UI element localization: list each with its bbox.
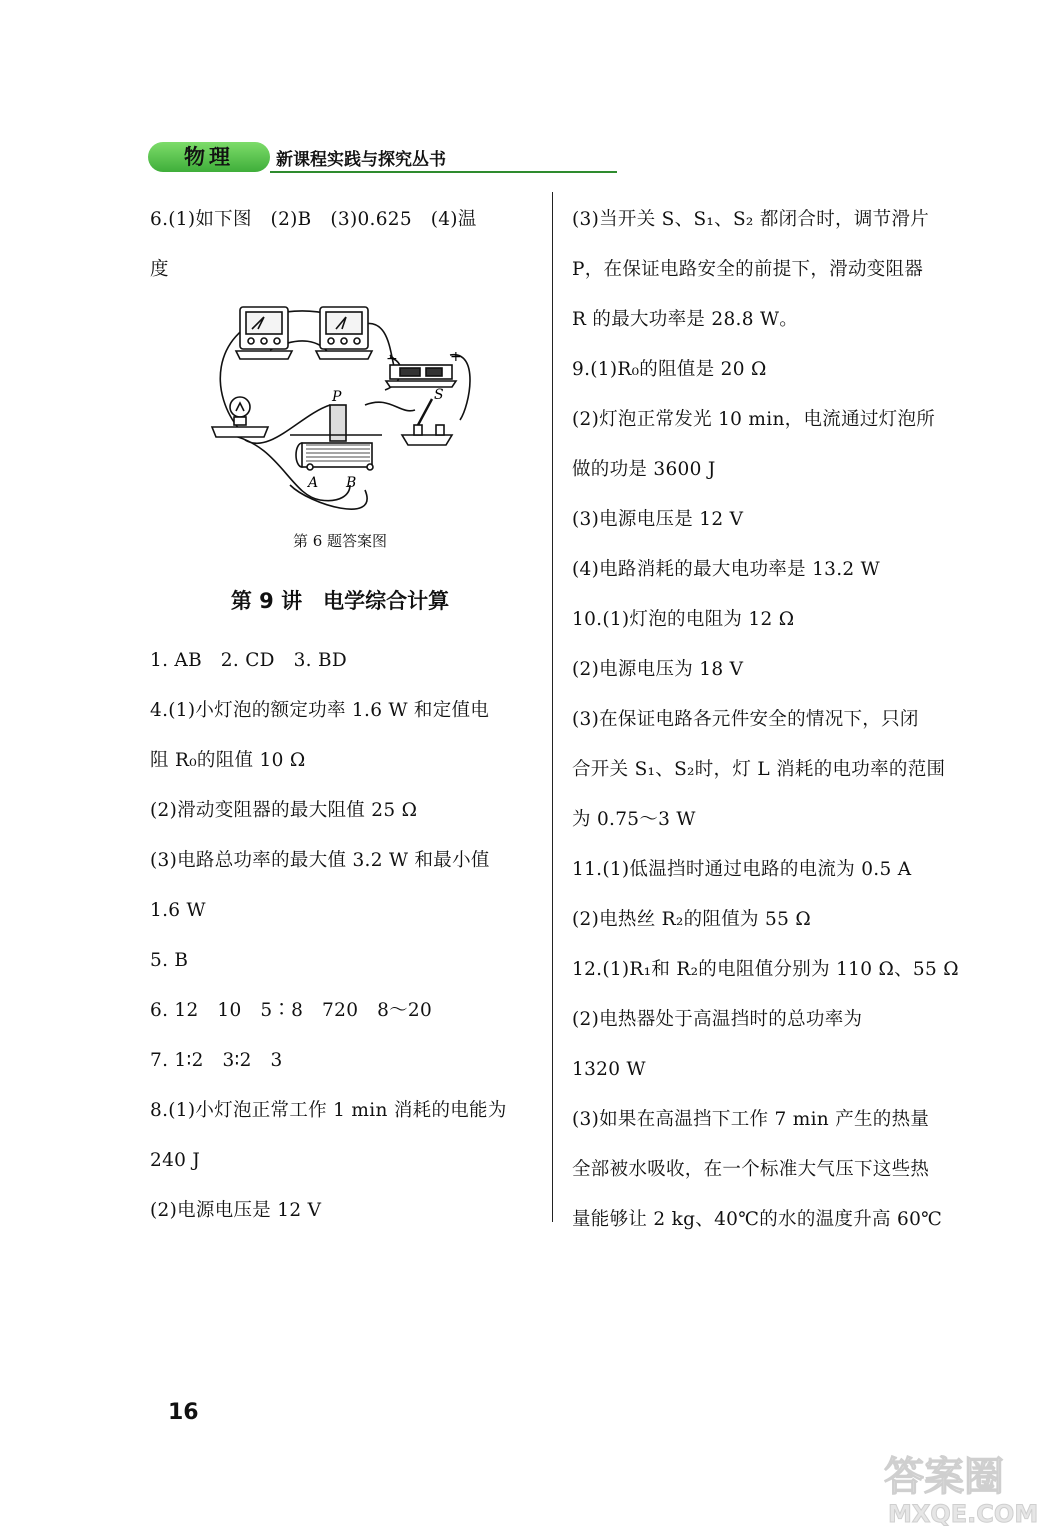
right-column xyxy=(572,195,957,1245)
terminal-label-b: B xyxy=(346,475,357,491)
voltmeter xyxy=(316,307,372,359)
answer-line: 阻 R₀的阻值 10 Ω xyxy=(150,750,306,771)
answer-line: P，在保证电路安全的前提下，滑动变阻器 xyxy=(572,259,924,280)
terminal-label-a: A xyxy=(308,475,319,491)
answer-line: (3)当开关 S、S₁、S₂ 都闭合时，调节滑片 xyxy=(572,209,930,230)
answer-line: (2)电热丝 R₂的阻值为 55 Ω xyxy=(572,909,811,930)
circuit-figure xyxy=(150,295,530,535)
answer-line: 6. 12 10 5∶8 720 8～20 xyxy=(150,1000,433,1021)
answer-line: 11.(1)低温挡时通过电路的电流为 0.5 A xyxy=(572,859,912,880)
answer-line: 12.(1)R₁和 R₂的电阻值分别为 110 Ω、55 Ω xyxy=(572,959,959,980)
answer-line: (2)滑动变阻器的最大阻值 25 Ω xyxy=(150,800,418,821)
lamp xyxy=(212,397,268,437)
answer-line: 1320 W xyxy=(572,1059,646,1080)
column-divider xyxy=(552,192,553,1222)
switch xyxy=(402,399,452,445)
page-header xyxy=(148,140,618,174)
slider-label-p: P xyxy=(332,389,342,405)
answer-line: (3)在保证电路各元件安全的情况下，只闭 xyxy=(572,709,919,730)
plus-label: + xyxy=(450,349,462,365)
answer-line: 做的功是 3600 J xyxy=(572,459,716,480)
answer-line: 1. AB 2. CD 3. BD xyxy=(150,650,348,671)
answer-line: 240 J xyxy=(150,1150,201,1171)
answer-line: 全部被水吸收，在一个标准大气压下这些热 xyxy=(572,1159,930,1180)
rheostat xyxy=(290,405,382,470)
left-column xyxy=(150,195,530,1236)
answer-line: 7. 1∶2 3∶2 3 xyxy=(150,1050,283,1071)
watermark-logo xyxy=(878,1448,1048,1528)
svg-text:MXQE.COM: MXQE.COM xyxy=(888,1500,1039,1528)
answer-line: (2)电源电压为 18 V xyxy=(572,659,744,680)
answer-line: R 的最大功率是 28.8 W。 xyxy=(572,309,799,330)
header-rule xyxy=(270,171,617,173)
answer-line: 4.(1)小灯泡的额定功率 1.6 W 和定值电 xyxy=(150,700,490,721)
answer-line: 8.(1)小灯泡正常工作 1 min 消耗的电能为 xyxy=(150,1100,507,1121)
switch-label-s: S xyxy=(434,387,444,403)
answer-line: 10.(1)灯泡的电阻为 12 Ω xyxy=(572,609,795,630)
figure-caption: 第 6 题答案图 xyxy=(292,532,388,550)
answer-line: (3)如果在高温挡下工作 7 min 产生的热量 xyxy=(572,1109,930,1130)
answer-line: (2)灯泡正常发光 10 min，电流通过灯泡所 xyxy=(572,409,936,430)
answer-line: 为 0.75～3 W xyxy=(572,809,696,830)
svg-text:答案圈: 答案圈 xyxy=(884,1454,1004,1500)
battery xyxy=(386,365,456,387)
answer-line: 1.6 W xyxy=(150,900,206,921)
answer-line: (3)电路总功率的最大值 3.2 W 和最小值 xyxy=(150,850,490,871)
answer-line: (2)电源电压是 12 V xyxy=(150,1200,322,1221)
answer-line: 合开关 S₁、S₂时，灯 L 消耗的电功率的范围 xyxy=(572,759,946,780)
section-title: 第 9 讲 电学综合计算 xyxy=(230,589,450,613)
answer-line: (2)电热器处于高温挡时的总功率为 xyxy=(572,1009,863,1030)
page-number: 16 xyxy=(168,1400,199,1425)
answer-line: 9.(1)R₀的阻值是 20 Ω xyxy=(572,359,767,380)
answer-line: 度 xyxy=(150,259,169,280)
answer-line: 5. B xyxy=(150,950,189,971)
subject-badge: 物理 xyxy=(148,142,270,172)
series-title: 新课程实践与探究丛书 xyxy=(276,150,446,170)
minus-label: − xyxy=(386,351,398,367)
answer-line: (4)电路消耗的最大电功率是 13.2 W xyxy=(572,559,880,580)
circuit-diagram xyxy=(150,295,530,535)
answer-line: 6.(1)如下图 (2)B (3)0.625 (4)温 xyxy=(150,209,477,230)
ammeter xyxy=(236,307,292,359)
answer-line: 量能够让 2 kg、40℃的水的温度升高 60℃ xyxy=(572,1209,943,1230)
answer-line: (3)电源电压是 12 V xyxy=(572,509,744,530)
